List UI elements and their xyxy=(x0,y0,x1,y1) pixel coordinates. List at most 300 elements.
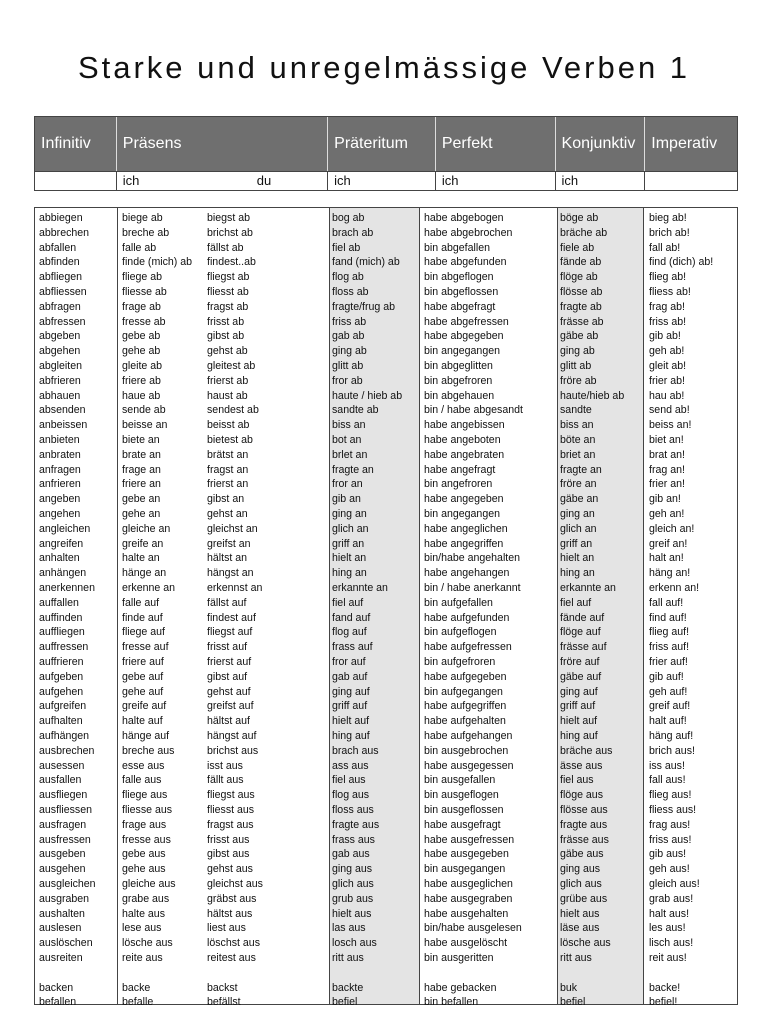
cell-imperativ: frag ab! xyxy=(649,300,685,313)
cell-praesens-ich: hänge auf xyxy=(122,730,170,742)
cell-praesens-ich: gehe auf xyxy=(122,685,164,698)
header-imperativ: Imperativ xyxy=(651,135,718,152)
cell-praesens-ich: falle auf xyxy=(122,596,160,609)
cell-praesens-du: löschst aus xyxy=(207,937,260,950)
cell-perfekt: bin abgeflogen xyxy=(424,271,494,284)
cell-praeteritum: fror an xyxy=(332,478,363,491)
cell-konjunktiv: grübe aus xyxy=(560,892,608,905)
cell-imperativ: gib ab! xyxy=(649,330,681,343)
cell-praesens-du: gehst ab xyxy=(207,345,248,358)
cell-perfekt: bin abgefroren xyxy=(424,374,493,387)
cell-praesens-du: gräbst aus xyxy=(207,892,257,905)
cell-imperativ: fliess aus! xyxy=(649,804,697,816)
cell-imperativ: fall aus! xyxy=(649,774,686,787)
cell-perfekt: bin ausgeflossen xyxy=(424,804,504,816)
table-row xyxy=(35,788,737,803)
table-row xyxy=(35,433,737,448)
cell-konjunktiv: ging an xyxy=(560,508,595,520)
cell-praesens-ich: fliege auf xyxy=(122,626,165,639)
cell-praesens-du: frierst auf xyxy=(207,656,252,668)
cell-imperativ: häng auf! xyxy=(649,730,694,742)
table-row xyxy=(35,729,737,744)
cell-praesens-ich: biete an xyxy=(122,434,160,446)
table-row xyxy=(35,492,737,507)
cell-imperativ: frier auf! xyxy=(649,656,688,668)
cell-imperativ: grab aus! xyxy=(649,892,694,905)
cell-infinitiv: anbraten xyxy=(39,448,81,461)
table-row xyxy=(35,403,737,418)
cell-praeteritum: griff auf xyxy=(332,700,368,713)
cell-imperativ: brich aus! xyxy=(649,744,695,757)
cell-praesens-du: bietest ab xyxy=(207,434,253,446)
cell-praesens-ich: falle aus xyxy=(122,774,162,787)
cell-praeteritum: ging aus xyxy=(332,863,373,876)
cell-imperativ: brat an! xyxy=(649,448,685,461)
table-row xyxy=(35,892,737,907)
table-row xyxy=(35,359,737,374)
cell-praeteritum: gib an xyxy=(332,493,361,506)
cell-perfekt: habe angebissen xyxy=(424,419,505,432)
cell-infinitiv: anfragen xyxy=(39,463,81,476)
cell-infinitiv: ausgehen xyxy=(39,863,86,876)
cell-praesens-du: gehst an xyxy=(207,508,248,520)
table-row xyxy=(35,389,737,404)
cell-konjunktiv: biss an xyxy=(560,419,594,432)
cell-praesens-ich: breche aus xyxy=(122,744,175,757)
cell-konjunktiv: ässe aus xyxy=(560,759,603,772)
cell-praesens-du: fällst auf xyxy=(207,596,247,609)
cell-praesens-ich: befalle xyxy=(122,996,154,1009)
cell-perfekt: habe ausgegessen xyxy=(424,759,514,772)
cell-praesens-du: brätst an xyxy=(207,448,249,461)
cell-perfekt: bin aufgefroren xyxy=(424,656,496,668)
cell-imperativ: gleit ab! xyxy=(649,360,687,372)
header-praesens: Präsens xyxy=(117,117,328,171)
cell-perfekt: habe aufgehalten xyxy=(424,715,506,728)
cell-infinitiv: abfinden xyxy=(39,256,80,269)
table-row xyxy=(35,226,737,241)
cell-konjunktiv: ritt aus xyxy=(560,952,592,964)
cell-praesens-ich: biege ab xyxy=(122,212,163,224)
cell-praesens-du: greifst auf xyxy=(207,700,254,713)
cell-praeteritum: fand (mich) ab xyxy=(332,256,400,269)
cell-praesens-ich: esse aus xyxy=(122,759,165,772)
cell-praesens-du: frisst auf xyxy=(207,641,248,654)
cell-konjunktiv: glitt ab xyxy=(560,360,592,372)
cell-konjunktiv: griff auf xyxy=(560,700,596,713)
cell-praesens-du: fragst aus xyxy=(207,818,254,831)
cell-perfekt: habe abgebrochen xyxy=(424,226,513,239)
cell-praesens-ich: gehe an xyxy=(122,508,161,520)
cell-konjunktiv: hielt auf xyxy=(560,715,598,728)
cell-praesens-du: gehst auf xyxy=(207,685,251,698)
cell-praesens-ich: frage aus xyxy=(122,818,167,831)
cell-konjunktiv: fröre auf xyxy=(560,656,600,668)
cell-konjunktiv: hing an xyxy=(560,567,595,580)
table-row xyxy=(35,921,737,936)
table-row xyxy=(35,714,737,729)
cell-praeteritum: glich an xyxy=(332,522,369,535)
cell-infinitiv: angleichen xyxy=(39,522,91,535)
cell-infinitiv: ausgleichen xyxy=(39,878,96,890)
cell-konjunktiv: fiel auf xyxy=(560,596,592,609)
cell-imperativ: geh an! xyxy=(649,508,685,520)
header-konjunktiv: Konjunktiv xyxy=(556,117,646,171)
cell-praesens-du: isst aus xyxy=(207,759,243,772)
cell-praesens-ich: gleiche aus xyxy=(122,878,176,890)
cell-praesens-du: fliegst auf xyxy=(207,626,253,639)
cell-praesens-ich: gehe aus xyxy=(122,863,166,876)
subheader-perfekt: ich xyxy=(436,172,556,190)
cell-praesens-du: hältst aus xyxy=(207,907,253,920)
subheader-praeteritum: ich xyxy=(328,172,436,190)
cell-perfekt: bin aufgegangen xyxy=(424,685,503,698)
cell-imperativ: flieg auf! xyxy=(649,626,690,639)
cell-praeteritum: hielt an xyxy=(332,552,367,565)
cell-infinitiv: ausbrechen xyxy=(39,744,95,757)
cell-praesens-ich: fresse aus xyxy=(122,833,171,846)
cell-praesens-du: sendest ab xyxy=(207,404,259,417)
cell-infinitiv: anhalten xyxy=(39,552,80,565)
cell-infinitiv: auffrieren xyxy=(39,656,84,668)
header-praeteritum: Präteritum xyxy=(328,117,436,171)
cell-infinitiv: ausfliegen xyxy=(39,789,88,802)
cell-perfekt: bin ausgegangen xyxy=(424,863,506,876)
cell-konjunktiv: fröre an xyxy=(560,478,597,491)
table-row xyxy=(35,640,737,655)
cell-imperativ: erkenn an! xyxy=(649,582,700,594)
cell-praeteritum: backte xyxy=(332,981,364,994)
cell-imperativ: fall ab! xyxy=(649,241,681,254)
cell-perfekt: habe ausgehalten xyxy=(424,907,509,920)
cell-imperativ: flieg ab! xyxy=(649,271,687,284)
cell-perfekt: bin / habe abgesandt xyxy=(424,404,523,417)
cell-praesens-ich: halte auf xyxy=(122,715,163,728)
cell-infinitiv: abfressen xyxy=(39,315,86,328)
table-row xyxy=(35,270,737,285)
cell-praesens-ich: backe xyxy=(122,981,151,994)
cell-praesens-ich: halte aus xyxy=(122,907,165,920)
cell-konjunktiv: fragte aus xyxy=(560,818,608,831)
cell-praeteritum: hing an xyxy=(332,567,367,580)
cell-praesens-du: gleichst an xyxy=(207,522,258,535)
table-row xyxy=(35,596,737,611)
header-infinitiv: Infinitiv xyxy=(35,117,117,171)
cell-praesens-du: fragst ab xyxy=(207,300,249,313)
cell-imperativ: friss auf! xyxy=(649,641,690,654)
cell-konjunktiv: gäbe an xyxy=(560,493,599,506)
cell-imperativ: iss aus! xyxy=(649,759,685,772)
cell-praeteritum: fragte/frug ab xyxy=(332,300,396,313)
cell-konjunktiv: hielt aus xyxy=(560,907,600,920)
cell-konjunktiv: fände ab xyxy=(560,256,602,269)
cell-praesens-du: hängst an xyxy=(207,567,254,580)
cell-infinitiv: ausreiten xyxy=(39,952,83,964)
cell-infinitiv: abgehen xyxy=(39,345,81,358)
cell-imperativ: reit aus! xyxy=(649,952,687,964)
cell-imperativ: halt aus! xyxy=(649,907,690,920)
cell-konjunktiv: briet an xyxy=(560,448,596,461)
cell-imperativ: halt auf! xyxy=(649,715,687,728)
cell-infinitiv: auffliegen xyxy=(39,626,85,639)
cell-imperativ: häng an! xyxy=(649,567,691,580)
cell-infinitiv: angehen xyxy=(39,508,81,520)
cell-perfekt: bin / habe anerkannt xyxy=(424,582,521,594)
table-row xyxy=(35,803,737,818)
cell-praesens-du: liest aus xyxy=(207,922,246,935)
cell-imperativ: frier an! xyxy=(649,478,685,491)
cell-praesens-ich: fliesse aus xyxy=(122,804,173,816)
cell-praesens-du: brichst aus xyxy=(207,744,259,757)
subheader-du: du xyxy=(256,173,272,188)
table-row xyxy=(35,315,737,330)
cell-praesens-du: greifst an xyxy=(207,537,251,550)
cell-infinitiv: auslöschen xyxy=(39,937,93,950)
cell-praesens-du: hängst auf xyxy=(207,730,257,742)
table-row xyxy=(35,907,737,922)
table-row xyxy=(35,285,737,300)
cell-imperativ: friss aus! xyxy=(649,833,692,846)
cell-praesens-ich: halte an xyxy=(122,552,160,565)
header-perfekt: Perfekt xyxy=(436,117,556,171)
cell-praesens-ich: gleiche an xyxy=(122,522,171,535)
cell-praeteritum: ging auf xyxy=(332,685,370,698)
table-row xyxy=(35,981,737,996)
cell-praesens-du: fällt aus xyxy=(207,774,244,787)
cell-perfekt: bin abgeflossen xyxy=(424,286,499,298)
cell-praeteritum: glitt ab xyxy=(332,360,364,372)
cell-perfekt: habe abgefunden xyxy=(424,256,507,269)
cell-praesens-ich: gebe auf xyxy=(122,670,164,683)
cell-konjunktiv: fragte ab xyxy=(560,300,602,313)
cell-perfekt: habe angeglichen xyxy=(424,522,508,535)
table-row xyxy=(35,418,737,433)
cell-perfekt: habe ausgefressen xyxy=(424,833,515,846)
cell-konjunktiv: gäbe ab xyxy=(560,330,599,343)
cell-praesens-ich: reite aus xyxy=(122,952,163,964)
table-row xyxy=(35,211,737,226)
cell-praeteritum: gab auf xyxy=(332,670,368,683)
table-header xyxy=(34,116,738,172)
cell-perfekt: habe ausgefragt xyxy=(424,818,501,831)
cell-praeteritum: brach aus xyxy=(332,744,379,757)
cell-praesens-du: beisst ab xyxy=(207,419,250,432)
cell-imperativ: geh auf! xyxy=(649,685,688,698)
cell-konjunktiv: flösse aus xyxy=(560,804,608,816)
cell-konjunktiv: hielt an xyxy=(560,552,595,565)
cell-imperativ: fliess ab! xyxy=(649,286,691,298)
cell-praeteritum: hielt aus xyxy=(332,907,372,920)
cell-perfekt: habe abgebogen xyxy=(424,212,504,224)
cell-praeteritum: fiel aus xyxy=(332,774,366,787)
cell-imperativ: beiss an! xyxy=(649,419,692,432)
table-row xyxy=(35,773,737,788)
cell-praeteritum: ass aus xyxy=(332,759,369,772)
cell-praeteritum: frass aus xyxy=(332,833,375,846)
cell-infinitiv: anfrieren xyxy=(39,478,81,491)
cell-praeteritum: losch aus xyxy=(332,937,377,950)
table-row xyxy=(35,522,737,537)
cell-praeteritum: hing auf xyxy=(332,730,370,742)
subheader-praesens xyxy=(117,172,328,190)
cell-infinitiv: auslesen xyxy=(39,922,82,935)
cell-infinitiv: aufgehen xyxy=(39,685,84,698)
cell-perfekt: habe aufgegriffen xyxy=(424,700,507,713)
cell-perfekt: habe ausgeglichen xyxy=(424,878,513,890)
cell-praesens-du: fliesst aus xyxy=(207,804,255,816)
cell-praeteritum: fand auf xyxy=(332,611,371,624)
cell-praeteritum: frass auf xyxy=(332,641,373,654)
cell-imperativ: gib an! xyxy=(649,493,681,506)
cell-praesens-ich: grabe aus xyxy=(122,892,170,905)
cell-perfekt: habe angegriffen xyxy=(424,537,504,550)
cell-konjunktiv: hing auf xyxy=(560,730,598,742)
cell-konjunktiv: flösse ab xyxy=(560,286,603,298)
cell-infinitiv: aufgreifen xyxy=(39,700,87,713)
cell-praeteritum: ritt aus xyxy=(332,952,364,964)
cell-perfekt: habe angefragt xyxy=(424,463,496,476)
cell-infinitiv: abfragen xyxy=(39,300,81,313)
cell-imperativ: greif an! xyxy=(649,537,688,550)
cell-infinitiv: anbeissen xyxy=(39,419,88,432)
cell-praesens-ich: greife an xyxy=(122,537,164,550)
cell-konjunktiv: fiel aus xyxy=(560,774,594,787)
table-row xyxy=(35,862,737,877)
cell-praeteritum: hielt auf xyxy=(332,715,370,728)
cell-praesens-ich: fresse ab xyxy=(122,315,166,328)
cell-konjunktiv: ging auf xyxy=(560,685,598,698)
cell-infinitiv: abgeben xyxy=(39,330,81,343)
subheader-empty xyxy=(35,172,117,190)
cell-imperativ: brich ab! xyxy=(649,226,690,239)
cell-perfekt: habe aufgefressen xyxy=(424,641,512,654)
cell-praeteritum: befiel xyxy=(332,996,358,1009)
cell-konjunktiv: sandte xyxy=(560,404,592,417)
cell-praeteritum: sandte ab xyxy=(332,404,379,417)
cell-imperativ: send ab! xyxy=(649,404,690,417)
cell-praesens-ich: haue ab xyxy=(122,389,161,402)
cell-infinitiv: abfliessen xyxy=(39,286,87,298)
cell-konjunktiv: frässe auf xyxy=(560,641,607,654)
cell-konjunktiv: bräche ab xyxy=(560,226,608,239)
cell-praeteritum: fror auf xyxy=(332,656,366,668)
cell-praesens-du: fällst ab xyxy=(207,241,244,254)
cell-praeteritum: floss ab xyxy=(332,286,369,298)
cell-infinitiv: aushalten xyxy=(39,907,85,920)
cell-konjunktiv: frässe aus xyxy=(560,833,609,846)
cell-perfekt: habe aufgefunden xyxy=(424,611,510,624)
cell-praesens-du: fliesst ab xyxy=(207,286,249,298)
cell-praeteritum: fiel auf xyxy=(332,596,364,609)
cell-konjunktiv: befiel xyxy=(560,996,586,1009)
cell-perfekt: habe ausgegraben xyxy=(424,892,513,905)
cell-praesens-ich: gleite ab xyxy=(122,360,163,372)
cell-imperativ: gleich an! xyxy=(649,522,695,535)
cell-infinitiv: anbieten xyxy=(39,434,80,446)
cell-infinitiv: aufhalten xyxy=(39,715,83,728)
footer-cutoff xyxy=(0,1016,768,1024)
cell-konjunktiv: fragte an xyxy=(560,463,602,476)
cell-imperativ: greif auf! xyxy=(649,700,691,713)
cell-imperativ: geh aus! xyxy=(649,863,690,876)
cell-perfekt: bin angefroren xyxy=(424,478,493,491)
cell-praeteritum: ging ab xyxy=(332,345,367,358)
cell-praeteritum: gab aus xyxy=(332,848,370,861)
cell-imperativ: hau ab! xyxy=(649,389,685,402)
cell-infinitiv: ausfliessen xyxy=(39,804,92,816)
table-row xyxy=(35,374,737,389)
cell-infinitiv: angeben xyxy=(39,493,81,506)
cell-infinitiv: backen xyxy=(39,981,74,994)
cell-konjunktiv: böge ab xyxy=(560,212,599,224)
cell-praesens-du: frierst an xyxy=(207,478,249,491)
cell-infinitiv: abfrieren xyxy=(39,374,81,387)
cell-konjunktiv: fiele ab xyxy=(560,241,595,254)
verb-table xyxy=(34,207,738,1009)
cell-praesens-ich: gebe aus xyxy=(122,848,166,861)
cell-imperativ: gleich aus! xyxy=(649,878,700,890)
cell-imperativ: frag an! xyxy=(649,463,685,476)
cell-perfekt: bin aufgeflogen xyxy=(424,626,497,639)
cell-praesens-ich: frage ab xyxy=(122,300,161,313)
cell-infinitiv: abbrechen xyxy=(39,226,90,239)
cell-imperativ: friss ab! xyxy=(649,315,687,328)
cell-perfekt: bin befallen xyxy=(424,996,479,1009)
table-row xyxy=(35,463,737,478)
table-row xyxy=(35,611,737,626)
cell-perfekt: bin ausgeflogen xyxy=(424,789,499,802)
cell-praesens-du: fliegst aus xyxy=(207,789,255,802)
cell-praesens-du: gibst ab xyxy=(207,330,245,343)
subheader-imperativ xyxy=(645,172,737,190)
cell-konjunktiv: flöge auf xyxy=(560,626,601,639)
cell-praesens-du: fragst an xyxy=(207,463,249,476)
table-row xyxy=(35,759,737,774)
cell-imperativ: fall auf! xyxy=(649,596,684,609)
cell-konjunktiv: lösche aus xyxy=(560,937,611,950)
cell-imperativ: lisch aus! xyxy=(649,937,694,950)
cell-praeteritum: flog aus xyxy=(332,789,370,802)
cell-praeteritum: bot an xyxy=(332,434,362,446)
cell-konjunktiv: ging ab xyxy=(560,345,595,358)
cell-praesens-du: erkennst an xyxy=(207,582,263,594)
cell-konjunktiv: flöge ab xyxy=(560,271,598,284)
cell-konjunktiv: ging aus xyxy=(560,863,601,876)
cell-infinitiv: abgleiten xyxy=(39,360,83,372)
cell-praesens-du: gleichst aus xyxy=(207,878,263,890)
cell-perfekt: habe angegeben xyxy=(424,493,504,506)
table-row xyxy=(35,448,737,463)
table-row xyxy=(35,551,737,566)
cell-praesens-ich: friere ab xyxy=(122,374,161,387)
cell-perfekt: habe angebraten xyxy=(424,448,505,461)
table-row xyxy=(35,818,737,833)
cell-konjunktiv: bräche aus xyxy=(560,744,613,757)
cell-praesens-du: findest..ab xyxy=(207,256,256,269)
cell-praeteritum: ging an xyxy=(332,508,367,520)
table-row xyxy=(35,670,737,685)
cell-praesens-du: biegst ab xyxy=(207,212,250,224)
cell-imperativ: frier ab! xyxy=(649,374,685,387)
table-row xyxy=(35,344,737,359)
table-row xyxy=(35,744,737,759)
cell-praesens-du: frisst aus xyxy=(207,833,250,846)
cell-infinitiv: ausessen xyxy=(39,759,85,772)
cell-praesens-ich: finde (mich) ab xyxy=(122,256,193,269)
cell-praeteritum: gab ab xyxy=(332,330,365,343)
table-row xyxy=(35,300,737,315)
cell-praesens-du: frisst ab xyxy=(207,315,245,328)
